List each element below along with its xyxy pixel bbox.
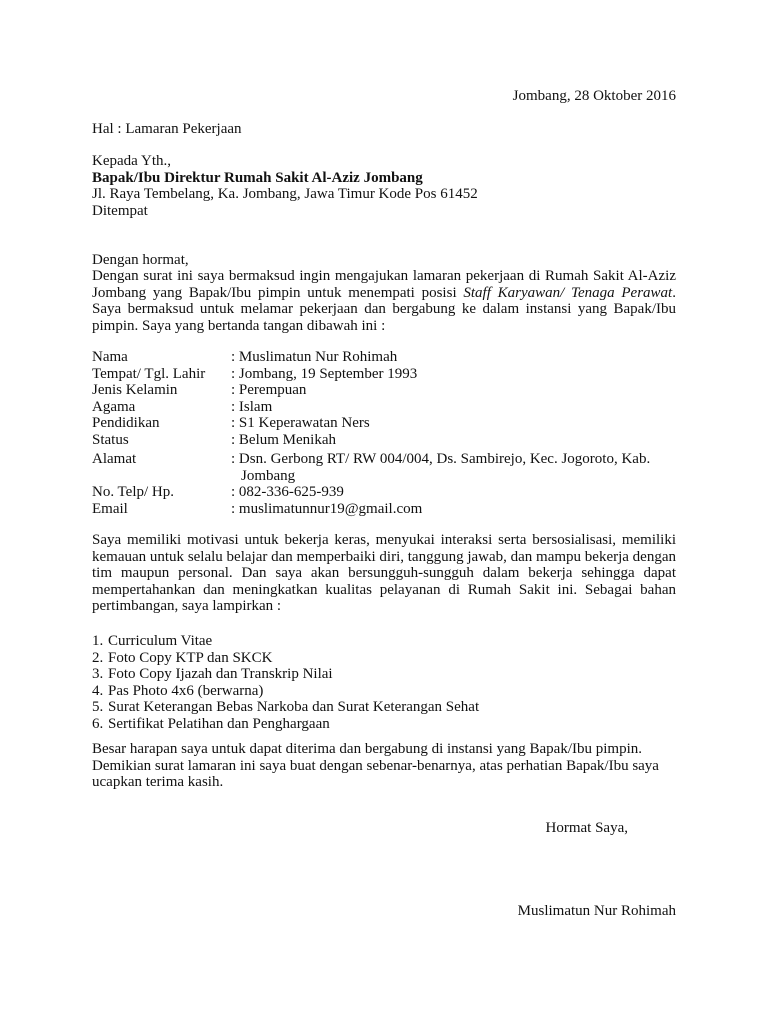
- field-label: Agama: [92, 398, 136, 415]
- list-text: Pas Photo 4x6 (berwarna): [108, 682, 264, 699]
- field-label: Alamat: [92, 451, 137, 467]
- list-text: Foto Copy KTP dan SKCK: [108, 649, 273, 666]
- intro-position: Staff Karyawan/ Tenaga Perawat: [463, 284, 673, 301]
- closing-paragraph: [92, 741, 692, 791]
- list-item: [92, 666, 479, 683]
- field-label: Status: [92, 431, 129, 448]
- list-number: 3.: [92, 666, 104, 682]
- list-item: [92, 716, 479, 733]
- closing-line-3: ucapkan terima kasih.: [92, 774, 224, 790]
- intro-text-part2: . Saya bermaksud untuk melamar pekerjaan dan bergabung ke dalam instansi yang Bapak/Ibu pimpin. Saya yang bertanda tangan dibawah ini :: [92, 284, 676, 334]
- address-line-2: Jombang: [241, 467, 296, 484]
- greeting: Dengan hormat,: [92, 252, 189, 268]
- intro-paragraph: [92, 268, 676, 334]
- field-value: : Jombang, 19 September 1993: [231, 365, 418, 382]
- list-item: [92, 633, 479, 650]
- list-text: Surat Keterangan Bebas Narkoba dan Surat Keterangan Sehat: [108, 699, 480, 715]
- list-number: 4.: [92, 682, 104, 699]
- field-row: [92, 415, 682, 432]
- recipient-block: [92, 153, 478, 219]
- list-text: Sertifikat Pelatihan dan Penghargaan: [108, 715, 330, 732]
- list-text: Foto Copy Ijazah dan Transkrip Nilai: [108, 666, 333, 682]
- applicant-details: [92, 349, 682, 517]
- field-row: [92, 484, 682, 501]
- list-number: 6.: [92, 715, 104, 732]
- field-row: [92, 501, 682, 518]
- field-value: : Muslimatun Nur Rohimah: [231, 349, 398, 365]
- field-row: [92, 349, 682, 366]
- recipient-location: Ditempat: [92, 202, 148, 219]
- field-row: [92, 399, 682, 416]
- list-number: 1.: [92, 633, 104, 649]
- recipient-salutation: Kepada Yth.,: [92, 153, 171, 169]
- recipient-name: Bapak/Ibu Direktur Rumah Sakit Al-Aziz Jombang: [92, 169, 423, 186]
- field-value: : Islam: [231, 398, 273, 415]
- field-label: Email: [92, 500, 128, 517]
- letter-subject: Hal : Lamaran Pekerjaan: [92, 121, 242, 137]
- field-value: : Belum Menikah: [231, 431, 336, 448]
- field-row: [92, 366, 682, 383]
- list-item: [92, 650, 479, 667]
- address-line-1: : Dsn. Gerbong RT/ RW 004/004, Ds. Sambirejo, Kec. Jogoroto, Kab.: [231, 451, 651, 467]
- attachment-list: [92, 633, 479, 732]
- recipient-address: Jl. Raya Tembelang, Ka. Jombang, Jawa Timur Kode Pos 61452: [92, 186, 478, 202]
- field-row: [92, 432, 682, 449]
- list-number: 2.: [92, 649, 104, 666]
- letter-date: Jombang, 28 Oktober 2016: [512, 88, 676, 104]
- list-item: [92, 699, 479, 716]
- motivation-paragraph: Saya memiliki motivasi untuk bekerja keras, menyukai interaksi serta bersosialisasi, memiliki kemauan untuk selalu belajar dan memperbaiki diri, tanggung jawab, dan mampu bekerja dengan tim maupun personal. Dan saya akan bersungguh-sungguh dalam bekerja sehingga dapat mempertahankan dan meningkatkan kualitas pelayanan di Rumah Sakit ini. Sebagai bahan pertimbangan, saya lampirkan :: [92, 532, 676, 614]
- intro-text-part1: Dengan surat ini saya bermaksud ingin mengajukan lamaran pekerjaan di Rumah Sakit Al-Aziz Jombang yang Bapak/Ibu pimpin untuk menempati posisi: [92, 268, 676, 301]
- list-number: 5.: [92, 699, 104, 715]
- field-value: [231, 451, 682, 484]
- field-value: : 082-336-625-939: [231, 484, 344, 500]
- field-value: : S1 Keperawatan Ners: [231, 415, 370, 431]
- list-text: Curriculum Vitae: [108, 633, 213, 649]
- field-label: Jenis Kelamin: [92, 382, 178, 398]
- field-value: : muslimatunnur19@gmail.com: [231, 500, 423, 517]
- field-value: : Perempuan: [231, 382, 307, 398]
- closing-line-2: Demikian surat lamaran ini saya buat dengan sebenar-benarnya, atas perhatian Bapak/Ibu saya: [92, 757, 659, 774]
- field-label: Nama: [92, 349, 128, 365]
- field-label: No. Telp/ Hp.: [92, 484, 175, 500]
- regards: Hormat Saya,: [545, 820, 628, 836]
- closing-line-1: Besar harapan saya untuk dapat diterima dan bergabung di instansi yang Bapak/Ibu pimpin.: [92, 741, 642, 757]
- field-row: [92, 451, 682, 484]
- field-label: Tempat/ Tgl. Lahir: [92, 365, 206, 382]
- signer-name: Muslimatun Nur Rohimah: [517, 903, 676, 919]
- field-row: [92, 382, 682, 399]
- field-label: Pendidikan: [92, 415, 160, 431]
- list-item: [92, 683, 479, 700]
